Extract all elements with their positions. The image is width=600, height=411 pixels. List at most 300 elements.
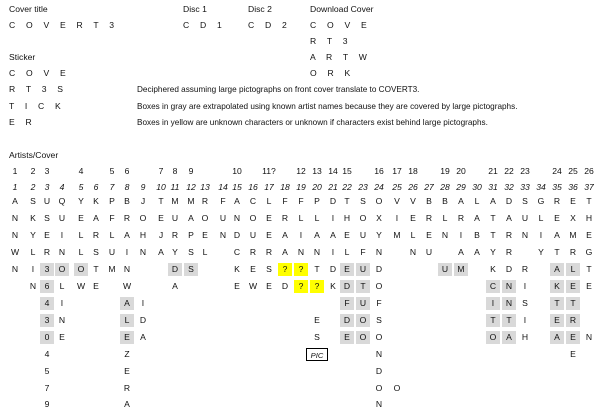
- cipher-cell: B: [442, 196, 448, 206]
- cipher-cell: L: [78, 230, 84, 240]
- cipher-cell: S: [314, 332, 320, 342]
- cipher-cell: E: [266, 281, 272, 291]
- cipher-cell: ?: [310, 280, 324, 293]
- cipher-cell: O: [356, 314, 370, 327]
- cover-position-number: 6: [93, 182, 99, 192]
- cipher-cell: A: [506, 213, 512, 223]
- disc1-value: C D 1: [183, 20, 226, 30]
- cover-position-number: 17: [264, 182, 274, 192]
- cipher-cell: A: [458, 196, 464, 206]
- cipher-cell: Z: [124, 349, 130, 359]
- cipher-cell: M: [187, 196, 195, 206]
- cipher-cell: X: [570, 213, 576, 223]
- cipher-cell: O: [375, 281, 383, 291]
- cipher-cell: D: [340, 280, 354, 293]
- cipher-cell: R: [566, 314, 580, 327]
- disc1-label: Disc 1: [183, 4, 207, 14]
- cipher-cell: S: [188, 247, 194, 257]
- cipher-cell: A: [314, 230, 320, 240]
- download-cover-label: Download Cover: [310, 4, 374, 14]
- cipher-cell: H: [585, 213, 593, 223]
- cipher-cell: I: [299, 230, 303, 240]
- cipher-cell: A: [502, 331, 516, 344]
- cipher-cell: R: [425, 213, 433, 223]
- cipher-cell: A: [12, 196, 18, 206]
- column-number: 19: [440, 166, 450, 176]
- cipher-cell: R: [201, 196, 209, 206]
- cipher-cell: E: [124, 366, 130, 376]
- column-number: 16: [374, 166, 384, 176]
- cipher-cell: U: [356, 263, 370, 276]
- cipher-cell: M: [454, 263, 468, 276]
- cover-position-number: 27: [424, 182, 434, 192]
- download-cover-line: R T 3: [310, 36, 352, 46]
- cover-position-number: 4: [59, 182, 65, 192]
- cipher-cell: P: [188, 230, 194, 240]
- cipher-cell: E: [426, 230, 432, 240]
- cipher-cell: R: [505, 230, 513, 240]
- cipher-cell: R: [569, 247, 577, 257]
- cover-position-number: 16: [248, 182, 258, 192]
- cipher-cell: R: [553, 196, 561, 206]
- cipher-cell: D: [505, 196, 513, 206]
- cipher-cell: S: [522, 298, 528, 308]
- cipher-cell: N: [441, 230, 449, 240]
- cover-position-number: 15: [232, 182, 242, 192]
- cipher-cell: O: [375, 383, 383, 393]
- cipher-cell: D: [168, 263, 182, 276]
- cipher-cell: A: [550, 263, 564, 276]
- cipher-cell: B: [474, 230, 480, 240]
- cipher-cell: Y: [78, 196, 84, 206]
- cipher-cell: A: [172, 281, 178, 291]
- cipher-cell: U: [356, 297, 370, 310]
- column-number: 7: [158, 166, 164, 176]
- cipher-cell: I: [60, 298, 64, 308]
- cipher-cell: D: [329, 196, 337, 206]
- cipher-cell: F: [109, 213, 115, 223]
- cipher-cell: F: [220, 196, 226, 206]
- sticker-line: R T 3 S: [9, 84, 68, 94]
- cipher-cell: N: [58, 247, 66, 257]
- note-text: Deciphered assuming large pictographs on front cover translate to COVERT3.: [137, 85, 420, 94]
- cipher-cell: N: [123, 264, 131, 274]
- cipher-cell: O: [74, 263, 88, 276]
- cipher-cell: W: [10, 247, 20, 257]
- cipher-cell: L: [314, 213, 320, 223]
- cipher-cell: R: [505, 247, 513, 257]
- cover-position-number: 23: [358, 182, 368, 192]
- cipher-cell: K: [30, 213, 36, 223]
- cipher-cell: A: [474, 213, 480, 223]
- cipher-cell: E: [586, 230, 592, 240]
- cipher-cell: N: [29, 281, 37, 291]
- cipher-cell: 0: [40, 331, 54, 344]
- cipher-cell: E: [93, 281, 99, 291]
- cipher-cell: R: [521, 264, 529, 274]
- column-number: 20: [456, 166, 466, 176]
- cipher-cell: D: [340, 314, 354, 327]
- cipher-cell: W: [248, 281, 258, 291]
- cipher-cell: I: [31, 264, 35, 274]
- cipher-cell: D: [233, 230, 241, 240]
- cipher-cell: N: [219, 230, 227, 240]
- cipher-cell: U: [521, 213, 529, 223]
- cipher-cell: K: [490, 264, 496, 274]
- download-cover-line: A R T W: [310, 52, 372, 62]
- cipher-cell: E: [250, 264, 256, 274]
- cipher-cell: T: [344, 196, 350, 206]
- cipher-cell: 6: [40, 280, 54, 293]
- cover-position-number: 14: [218, 182, 228, 192]
- cipher-cell: O: [201, 213, 209, 223]
- cover-position-number: 36: [568, 182, 578, 192]
- cipher-cell: L: [120, 314, 134, 327]
- disc2-value: C D 2: [248, 20, 291, 30]
- cipher-cell: O: [359, 213, 367, 223]
- column-number: 5: [109, 166, 115, 176]
- cipher-cell: I: [331, 247, 335, 257]
- cipher-cell: B: [426, 196, 432, 206]
- cipher-cell: E: [234, 281, 240, 291]
- cipher-cell: A: [490, 196, 496, 206]
- cipher-cell: M: [393, 230, 401, 240]
- column-number: 4: [78, 166, 84, 176]
- cipher-cell: H: [521, 332, 529, 342]
- cipher-cell: N: [375, 399, 383, 409]
- cipher-cell: F: [282, 196, 288, 206]
- column-number: 11?: [262, 166, 276, 176]
- column-number: 25: [568, 166, 578, 176]
- cipher-cell: G: [537, 196, 545, 206]
- cipher-cell: A: [93, 213, 99, 223]
- cipher-cell: S: [30, 196, 36, 206]
- cipher-cell: E: [266, 230, 272, 240]
- cipher-cell: 7: [44, 383, 50, 393]
- cipher-cell: F: [360, 247, 366, 257]
- cover-position-number: 28: [440, 182, 450, 192]
- cipher-cell: R: [171, 230, 179, 240]
- cipher-cell: N: [11, 230, 19, 240]
- cipher-cell: A: [282, 247, 288, 257]
- cipher-cell: D: [139, 315, 147, 325]
- cipher-cell: S: [376, 315, 382, 325]
- cipher-cell: U: [438, 263, 452, 276]
- column-number: 8: [172, 166, 178, 176]
- cover-position-number: 32: [504, 182, 514, 192]
- artists-cover-label: Artists/Cover: [9, 150, 59, 160]
- cipher-cell: E: [570, 196, 576, 206]
- cipher-cell: A: [282, 230, 288, 240]
- cover-position-number: 18: [280, 182, 290, 192]
- cipher-cell: 3: [40, 263, 54, 276]
- cipher-cell: R: [43, 247, 51, 257]
- download-cover-line: O R K: [310, 68, 355, 78]
- cipher-cell: V: [394, 196, 400, 206]
- cipher-cell: R: [265, 247, 273, 257]
- column-number: 2: [30, 166, 36, 176]
- cipher-cell: C: [249, 196, 257, 206]
- cipher-cell: A: [474, 247, 480, 257]
- cipher-cell: R: [281, 213, 289, 223]
- cipher-cell: J: [158, 230, 164, 240]
- cipher-cell: O: [249, 213, 257, 223]
- cipher-cell: T: [554, 247, 560, 257]
- cipher-cell: U: [359, 230, 367, 240]
- cipher-cell: U: [58, 213, 66, 223]
- column-number: 24: [552, 166, 562, 176]
- cipher-cell: Y: [30, 230, 36, 240]
- disc2-label: Disc 2: [248, 4, 272, 14]
- column-number: 12: [296, 166, 306, 176]
- cipher-cell: D: [281, 281, 289, 291]
- column-number: 13: [312, 166, 322, 176]
- cipher-cell: O: [486, 331, 500, 344]
- cipher-cell: E: [410, 213, 416, 223]
- cipher-cell: L: [266, 196, 272, 206]
- cipher-cell: N: [409, 247, 417, 257]
- cover-position-number: 29: [456, 182, 466, 192]
- cipher-cell: T: [586, 196, 592, 206]
- cipher-cell: N: [375, 247, 383, 257]
- cipher-cell: L: [202, 247, 208, 257]
- cover-position-number: 1: [12, 182, 18, 192]
- cipher-cell: E: [566, 280, 580, 293]
- cipher-cell: L: [442, 213, 448, 223]
- cipher-cell: U: [425, 247, 433, 257]
- cover-position-number: 34: [536, 182, 546, 192]
- cipher-cell: K: [550, 280, 564, 293]
- cipher-cell: A: [458, 247, 464, 257]
- column-number: 18: [408, 166, 418, 176]
- cipher-cell: R: [123, 213, 131, 223]
- cipher-cell: N: [11, 264, 19, 274]
- column-number: 21: [488, 166, 498, 176]
- cipher-cell: N: [502, 297, 516, 310]
- cipher-cell: A: [330, 230, 336, 240]
- sticker-line: E R: [9, 117, 36, 127]
- cipher-cell: W: [122, 281, 132, 291]
- download-cover-line: C O V E: [310, 20, 371, 30]
- cipher-cell: L: [30, 247, 36, 257]
- cover-position-number: 5: [78, 182, 84, 192]
- column-number: 6: [124, 166, 130, 176]
- cipher-cell: E: [340, 263, 354, 276]
- cipher-cell: Y: [538, 247, 544, 257]
- cipher-cell: R: [457, 213, 465, 223]
- pic-box: PIC: [306, 348, 328, 361]
- cover-position-number: 31: [488, 182, 498, 192]
- cipher-cell: L: [59, 281, 65, 291]
- cipher-cell: 3: [40, 314, 54, 327]
- cipher-cell: K: [330, 281, 336, 291]
- cipher-cell: U: [108, 247, 116, 257]
- cipher-cell: J: [140, 196, 146, 206]
- cipher-cell: R: [92, 230, 100, 240]
- cipher-cell: I: [125, 247, 129, 257]
- cipher-cell: Y: [172, 247, 178, 257]
- sticker-line: T I C K: [9, 101, 65, 111]
- cipher-cell: T: [566, 297, 580, 310]
- sticker-label: Sticker: [9, 52, 36, 62]
- note-text: Boxes in gray are extrapolated using known artist names because they are covered by large pictographs.: [137, 102, 518, 111]
- column-number: 14: [328, 166, 338, 176]
- column-number: 26: [584, 166, 594, 176]
- column-number: 9: [188, 166, 194, 176]
- cipher-cell: E: [44, 230, 50, 240]
- cipher-cell: ?: [294, 280, 308, 293]
- cipher-cell: E: [566, 331, 580, 344]
- cipher-cell: L: [298, 213, 304, 223]
- cipher-cell: M: [171, 196, 179, 206]
- cipher-cell: U: [249, 230, 257, 240]
- cipher-cell: L: [78, 247, 84, 257]
- cipher-cell: O: [356, 331, 370, 344]
- column-number: 10: [232, 166, 242, 176]
- cipher-cell: L: [474, 196, 480, 206]
- cipher-cell: T: [356, 280, 370, 293]
- cover-position-number: 26: [408, 182, 418, 192]
- cover-position-number: 11: [170, 182, 180, 192]
- cipher-cell: F: [298, 196, 304, 206]
- cipher-cell: T: [550, 297, 564, 310]
- cipher-cell: A: [124, 230, 130, 240]
- cipher-cell: E: [586, 281, 592, 291]
- cipher-cell: L: [538, 213, 544, 223]
- cipher-cell: A: [120, 297, 134, 310]
- cipher-cell: R: [123, 383, 131, 393]
- cipher-cell: E: [266, 213, 272, 223]
- cipher-cell: A: [554, 230, 560, 240]
- cover-position-number: 9: [140, 182, 146, 192]
- cipher-cell: G: [585, 247, 593, 257]
- cipher-cell: S: [266, 264, 272, 274]
- cover-title-value: C O V E R T 3: [9, 20, 119, 30]
- cipher-cell: N: [521, 230, 529, 240]
- cipher-cell: N: [233, 213, 241, 223]
- cipher-cell: P: [314, 196, 320, 206]
- cipher-cell: I: [459, 230, 463, 240]
- cipher-cell: O: [55, 263, 69, 276]
- cipher-cell: N: [11, 213, 19, 223]
- cipher-cell: O: [139, 213, 147, 223]
- cipher-cell: A: [124, 399, 130, 409]
- cipher-cell: A: [158, 247, 164, 257]
- cipher-cell: Y: [376, 230, 382, 240]
- cipher-cell: A: [140, 332, 146, 342]
- cipher-cell: D: [375, 264, 383, 274]
- column-number: 1: [12, 166, 18, 176]
- cover-position-number: 35: [552, 182, 562, 192]
- cipher-cell: O: [375, 196, 383, 206]
- cipher-cell: E: [554, 213, 560, 223]
- cipher-cell: T: [490, 230, 496, 240]
- cipher-cell: T: [490, 213, 496, 223]
- cipher-cell: T: [158, 196, 164, 206]
- cover-position-number: 21: [328, 182, 338, 192]
- cipher-cell: A: [550, 331, 564, 344]
- cover-position-number: 7: [109, 182, 115, 192]
- cipher-cell: I: [523, 281, 527, 291]
- column-number: 15: [342, 166, 352, 176]
- cipher-cell: 4: [44, 349, 50, 359]
- cipher-cell: S: [184, 263, 198, 276]
- column-number: 17: [392, 166, 402, 176]
- cipher-cell: D: [329, 264, 337, 274]
- cipher-cell: S: [93, 247, 99, 257]
- cipher-cell: L: [566, 263, 580, 276]
- cipher-cell: ?: [294, 263, 308, 276]
- cipher-cell: E: [59, 332, 65, 342]
- cover-position-number: 2: [30, 182, 36, 192]
- cipher-cell: U: [43, 196, 51, 206]
- cipher-cell: T: [586, 264, 592, 274]
- cipher-cell: M: [569, 230, 577, 240]
- cipher-cell: I: [523, 315, 527, 325]
- cipher-cell: H: [139, 230, 147, 240]
- cipher-cell: E: [344, 230, 350, 240]
- cipher-cell: X: [376, 213, 382, 223]
- cipher-cell: I: [539, 230, 543, 240]
- cover-position-number: 8: [124, 182, 130, 192]
- cipher-cell: 5: [44, 366, 50, 376]
- cover-position-number: 12: [186, 182, 196, 192]
- column-number: 3: [44, 166, 50, 176]
- cipher-cell: E: [314, 315, 320, 325]
- cipher-cell: I: [141, 298, 145, 308]
- cipher-cell: M: [108, 264, 116, 274]
- cipher-cell: N: [313, 247, 321, 257]
- cipher-cell: I: [60, 230, 64, 240]
- cipher-cell: E: [158, 213, 164, 223]
- cipher-cell: Y: [490, 247, 496, 257]
- cover-position-number: 24: [374, 182, 384, 192]
- cipher-cell: E: [78, 213, 84, 223]
- cipher-cell: ?: [278, 263, 292, 276]
- cover-position-number: 3: [44, 182, 50, 192]
- cipher-cell: C: [233, 247, 241, 257]
- cipher-cell: E: [570, 349, 576, 359]
- cipher-cell: L: [344, 247, 350, 257]
- sticker-line: C O V E: [9, 68, 70, 78]
- cipher-cell: T: [314, 264, 320, 274]
- cipher-cell: H: [343, 213, 351, 223]
- cipher-cell: 4: [40, 297, 54, 310]
- cipher-cell: N: [139, 247, 147, 257]
- cipher-cell: C: [486, 280, 500, 293]
- cipher-cell: Q: [58, 196, 66, 206]
- cipher-cell: E: [550, 314, 564, 327]
- cipher-cell: N: [297, 247, 305, 257]
- cover-position-number: 33: [520, 182, 530, 192]
- cipher-cell: K: [93, 196, 99, 206]
- cipher-cell: U: [171, 213, 179, 223]
- column-number: 22: [504, 166, 514, 176]
- cipher-cell: T: [93, 264, 99, 274]
- cipher-cell: B: [124, 196, 130, 206]
- cipher-cell: D: [375, 366, 383, 376]
- cipher-cell: I: [331, 213, 335, 223]
- cipher-cell: U: [219, 213, 227, 223]
- cover-position-number: 13: [200, 182, 210, 192]
- cipher-cell: S: [44, 213, 50, 223]
- cipher-cell: 9: [44, 399, 50, 409]
- cipher-cell: N: [585, 332, 593, 342]
- cipher-cell: S: [360, 196, 366, 206]
- cover-position-number: 10: [156, 182, 166, 192]
- cover-position-number: 37: [584, 182, 594, 192]
- cipher-cell: K: [234, 264, 240, 274]
